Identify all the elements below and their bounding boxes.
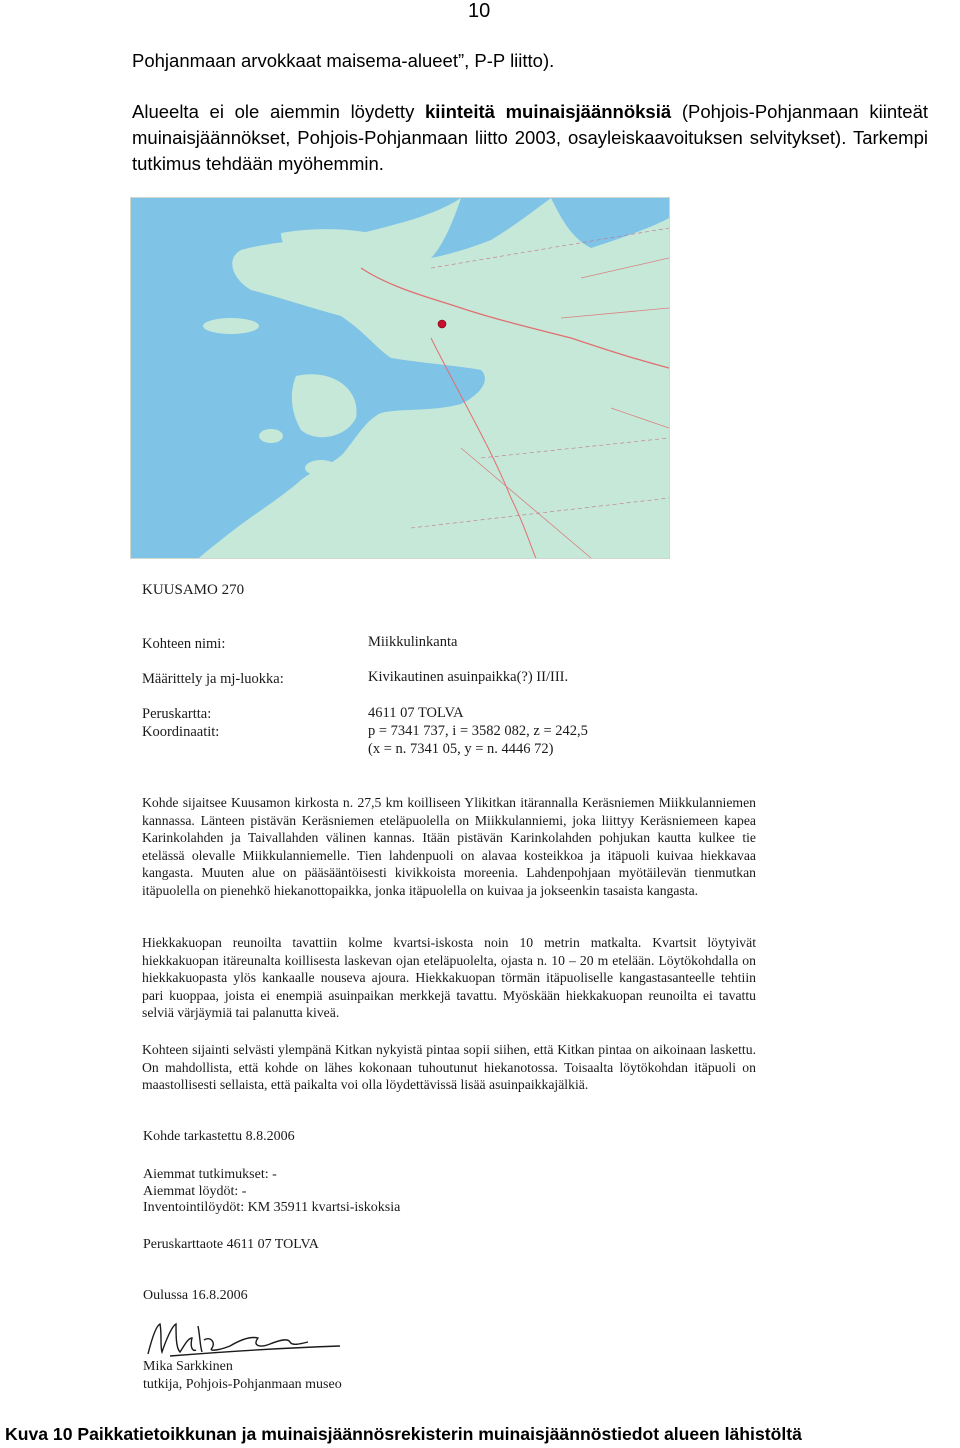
intro-text-end: (Pohjois-Pohjanmaan kiinteät muinaisjäännökset, Pohjois-Pohjanmaan liitto 2003, osayleiskaavoituksen selvitykset). Tarkempi tutkimus tehdään myöhemmin. bbox=[132, 101, 928, 174]
previous-finds: Aiemmat löydöt: - bbox=[143, 1184, 247, 1199]
place-date: Oulussa 16.8.2006 bbox=[143, 1288, 248, 1303]
field-label: Koordinaatit: bbox=[142, 724, 220, 740]
signer-title: tutkija, Pohjois-Pohjanmaan museo bbox=[143, 1377, 342, 1392]
intro-text-start: Alueelta ei ole aiemmin löydetty bbox=[132, 101, 426, 122]
page-number: 10 bbox=[468, 0, 491, 22]
field-value: p = 7341 737, i = 3582 082, z = 242,5 bbox=[368, 723, 588, 739]
figure-caption: Kuva 10 Paikkatietoikkunan ja muinaisjäännösrekisterin muinaisjäännöstiedot alueen lähistöltä bbox=[5, 1424, 802, 1444]
map-island bbox=[259, 429, 283, 443]
report-paragraph: Kohteen sijainti selvästi ylempänä Kitkan nykyistä pintaa sopii siihen, että Kitkan pintaa on aikoinaan laskettu. On mahdollista, että kohde on lähes kokonaan tuhoutunut hiekanotossa. Toisaalta löytökohdan itäpuoli on maastollisesti sellaista, että paikalta voi olla löydettävissä lisää asuinpaikkajälkiä. bbox=[142, 1042, 756, 1093]
signature-stroke bbox=[148, 1324, 340, 1356]
coordinate-extra: (x = n. 7341 05, y = n. 4446 72) bbox=[368, 741, 554, 757]
field-label: Kohteen nimi: bbox=[142, 636, 226, 652]
map-island bbox=[305, 460, 337, 476]
location-map bbox=[130, 197, 670, 559]
map-graphic bbox=[131, 198, 669, 558]
field-value: Miikkulinkanta bbox=[368, 634, 458, 650]
previous-studies: Aiemmat tutkimukset: - bbox=[143, 1167, 277, 1182]
inspection-date: Kohde tarkastettu 8.8.2006 bbox=[143, 1129, 295, 1144]
intro-line: Pohjanmaan arvokkaat maisema-alueet”, P-P liitto). bbox=[132, 50, 555, 71]
intro-paragraph bbox=[132, 99, 928, 177]
site-marker[interactable] bbox=[438, 320, 446, 328]
map-island bbox=[386, 482, 406, 494]
report-title: KUUSAMO 270 bbox=[142, 582, 245, 598]
field-value: 4611 07 TOLVA bbox=[368, 705, 464, 721]
map-excerpt: Peruskarttaote 4611 07 TOLVA bbox=[143, 1237, 319, 1252]
map-island bbox=[203, 318, 259, 334]
report-paragraph: Hiekkakuopan reunoilta tavattiin kolme kvartsi-iskosta noin 10 metrin matkalta. Kvartsit löytyivät hiekkakuopan itäreunalta koillisesta laskevan ojan eteläpuolelta, ojasta n. 10 – 20 m etelään. Löytökohdalla on hiekkakuopasta ylös kankaalle nouseva ajoura. Hiekkakuopan törmän itäpuoliselle kangastasanteelle tehtiin pari kuoppaa, joista ei enempiä asuinpaikan merkkejä tavattu. Myöskään hiekkakuopan reunoilta ei tavattu selviä värjäymiä tai palanutta kiveä. bbox=[142, 935, 756, 1021]
inventory-finds: Inventointilöydöt: KM 35911 kvartsi-iskoksia bbox=[143, 1200, 401, 1215]
signer-name: Mika Sarkkinen bbox=[143, 1359, 233, 1374]
signature bbox=[140, 1316, 380, 1364]
field-value: Kivikautinen asuinpaikka(?) II/III. bbox=[368, 669, 569, 685]
report-paragraph: Kohde sijaitsee Kuusamon kirkosta n. 27,5 km koilliseen Ylikitkan itärannalla Keräsniemen Miikkulanniemen kannassa. Länteen pistävän Keräsniemen eteläpuolella on Miikkulanniemi, joka liittyy Keräsniemeen kapea Karinkolahden ja Taivallahden välinen kannas. Itään pistävän Karinkolahden pohjukan kautta kulkee tie etelässä olevalle Miikkulanniemelle. Tien lahdenpuoli on alavaa kosteikkoa ja itäpuoli kuivaa hiekkavaa kangasta. Muuten alue on pääsääntöisesti kivikkoista moreenia. Lahdenpohjaan myötäilevän tienmutkan itäpuolella on pienehkö hiekanottopaikka, jonka itäpuolella on kuivaa ja jokseenkin tasaista kangasta. bbox=[142, 795, 756, 898]
field-label: Peruskartta: bbox=[142, 706, 212, 722]
intro-text-bold: kiinteitä muinaisjäännöksiä bbox=[425, 101, 672, 122]
field-label: Määrittely ja mj-luokka: bbox=[142, 671, 284, 687]
